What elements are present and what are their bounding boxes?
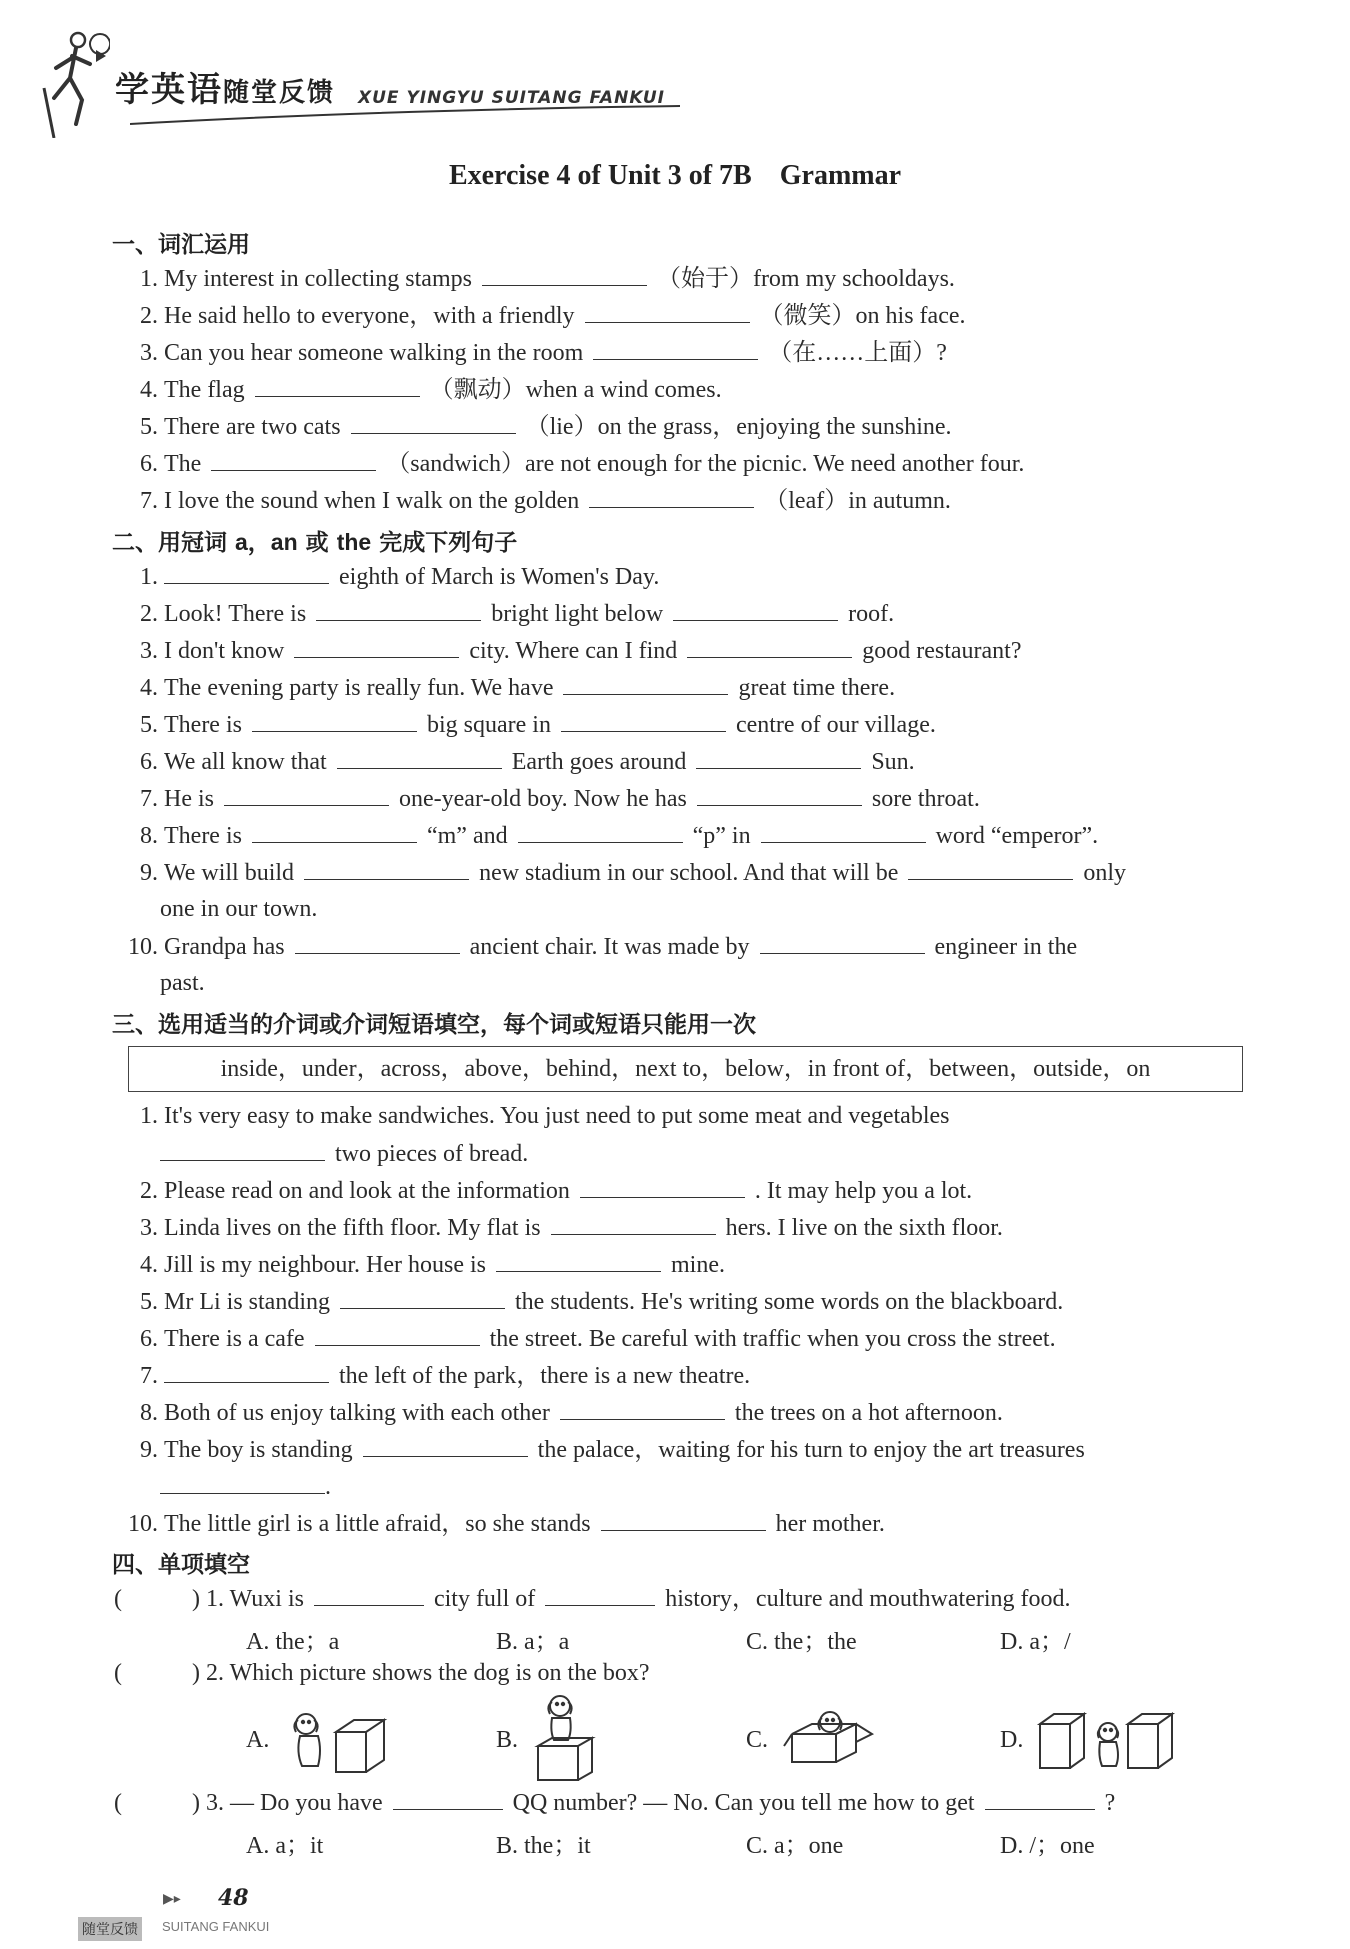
item-text: Jill is my neighbour. Her house is [164,1252,486,1278]
page-footer [78,1885,378,1945]
answer-blank[interactable] [589,485,754,508]
s2-item-2 [112,598,1262,629]
answer-blank[interactable] [518,820,683,843]
logo-sub: 随堂反馈 [223,78,336,108]
s3-item-5 [112,1286,1262,1317]
item-number: 5. [140,414,158,440]
item-number: 1. [206,1586,224,1612]
s1-item-2 [112,300,1262,331]
answer-blank[interactable] [985,1787,1095,1810]
dog-in-box-icon [782,1698,882,1778]
dog-between-boxes-icon [1036,1700,1186,1780]
q3-option-b[interactable]: B. the；it [496,1833,591,1859]
item-number: 10. [128,1511,158,1537]
item-number: 7. [140,488,158,514]
s3-item-1 [112,1101,1262,1131]
s3-item-6 [112,1323,1262,1354]
q2-option-c[interactable]: C. [746,1727,769,1753]
answer-blank[interactable] [337,746,502,769]
item-number: 1. [140,266,158,292]
answer-blank[interactable] [482,263,647,286]
answer-paren-right: ) [192,1790,200,1816]
answer-paren-left: ( [114,1790,122,1816]
footer-tag: 随堂反馈 [78,1917,142,1941]
heading-part: the [336,529,372,555]
logo-english: XUE YINGYU SUITANG FANKUI [358,88,666,108]
item-number: 2. [140,303,158,329]
item-text: the street. Be careful with traffic when you cross the street. [489,1326,1056,1352]
s3-item-4 [112,1249,1262,1280]
item-text: ancient chair. It was made by [469,934,750,960]
s3-item-7 [112,1360,1262,1391]
answer-blank[interactable] [560,1397,725,1420]
item-text: QQ number? — No. Can you tell me how to get [512,1790,975,1816]
item-text: The [164,451,202,477]
item-text: （在……上面）? [768,340,947,366]
s2-item-5 [112,709,1262,740]
item-text: city. Where can I find [469,638,678,664]
item-text: good restaurant? [862,638,1022,664]
item-text: hers. I live on the sixth floor. [725,1215,1003,1241]
s2-item-10-cont: past. [160,970,205,996]
item-text: the trees on a hot afternoon. [734,1400,1003,1426]
item-text: great time there. [738,675,896,701]
s2-item-10 [112,931,1262,962]
q2-option-a[interactable]: A. [246,1727,270,1753]
item-text: Sun. [871,749,915,775]
q1-option-d[interactable]: D. a；/ [1000,1629,1071,1655]
item-number: 1. [140,564,158,590]
answer-blank[interactable] [315,1323,480,1346]
item-text: Please read on and look at the information [164,1178,570,1204]
item-text: . It may help you a lot. [754,1178,973,1204]
answer-blank[interactable] [545,1583,655,1606]
item-text: （sandwich）are not enough for the picnic. We need another four. [386,451,1025,477]
item-text: the students. He's writing some words on the blackboard. [515,1289,1064,1315]
item-text: Look! There is [164,601,307,627]
answer-blank[interactable] [211,448,376,471]
item-text: “p” in [692,823,751,849]
answer-blank[interactable] [585,300,750,323]
item-text: I don't know [164,638,285,664]
answer-blank[interactable] [563,672,728,695]
item-number: 3. [140,638,158,664]
footer-tag-english: SUITANG FANKUI [162,1919,270,1934]
item-number: 1. [140,1103,158,1129]
item-number: 2. [206,1660,224,1686]
item-text: sore throat. [871,786,980,812]
item-text: （始于）from my schooldays. [656,266,955,292]
q1-option-a[interactable]: A. the；a [246,1629,340,1655]
item-text: two pieces of bread. [335,1141,529,1167]
s1-item-1 [112,263,1262,294]
item-text: We all know that [164,749,327,775]
item-text: There is a cafe [164,1326,305,1352]
item-text: The little girl is a little afraid，so she stands [164,1511,591,1537]
q2-option-b[interactable]: B. [496,1727,519,1753]
s3-item-9 [112,1434,1262,1465]
title-main: Exercise 4 of Unit 3 of 7B [448,160,752,191]
answer-blank[interactable] [160,1471,325,1494]
item-number: 4. [140,1252,158,1278]
s3-item-3 [112,1212,1262,1243]
item-text: ? [1104,1790,1116,1816]
page-title [0,160,1350,192]
item-text: The boy is standing [164,1437,353,1463]
item-text: word “emperor”. [935,823,1099,849]
arrow-right-icon: ▶▸ [163,1891,181,1907]
heading-part: a，an [235,529,298,555]
answer-blank[interactable] [351,411,516,434]
s1-item-5 [112,411,1262,442]
s3-item-1-cont [160,1138,528,1169]
item-text: The flag [164,377,245,403]
s1-item-3 [112,337,1262,368]
s2-item-7 [112,783,1262,814]
answer-blank[interactable] [224,783,389,806]
header-logo [40,28,680,138]
s1-item-4 [112,374,1262,405]
s2-item-9-cont: one in our town. [160,896,318,922]
item-number: 7. [140,786,158,812]
item-text: He said hello to everyone，with a friendly [164,303,575,329]
item-number: 3. [206,1790,224,1816]
item-text: There are two cats [164,414,341,440]
item-text: Both of us enjoy talking with each other [164,1400,550,1426]
s1-item-6 [112,448,1262,479]
item-number: 10. [128,934,158,960]
answer-blank[interactable] [696,746,861,769]
item-text: （leaf）in autumn. [764,488,951,514]
item-number: 8. [140,1400,158,1426]
s3-item-8 [112,1397,1262,1428]
item-number: 6. [140,451,158,477]
item-text: It's very easy to make sandwiches. You just need to put some meat and vegetables [164,1103,950,1129]
dog-on-box-icon [530,1692,600,1784]
s3-item-9-cont [160,1471,331,1502]
item-number: 3. [140,340,158,366]
answer-blank[interactable] [164,561,329,584]
item-number: 6. [140,1326,158,1352]
answer-paren-right: ) [192,1586,200,1612]
s1-item-7 [112,485,1262,516]
s4-question-1 [114,1583,1262,1614]
item-text: only [1083,860,1127,886]
item-text: I love the sound when I walk on the golden [164,488,580,514]
answer-blank[interactable] [304,857,469,880]
item-text: the left of the park，there is a new theatre. [339,1363,751,1389]
item-text: roof. [848,601,895,627]
heading-part: 二、用冠词 [112,530,227,556]
item-text: — Do you have [230,1790,383,1816]
heading-part: 完成下列句子 [379,530,518,556]
answer-blank[interactable] [164,1360,329,1383]
item-text: （微笑）on his face. [759,303,966,329]
answer-blank[interactable] [294,635,459,658]
answer-paren-left: ( [114,1660,122,1686]
item-text: centre of our village. [735,712,936,738]
page-number: 48 [218,1885,249,1911]
item-text: . [325,1474,331,1500]
answer-blank[interactable] [340,1286,505,1309]
item-number: 4. [140,377,158,403]
title-topic: Grammar [779,160,902,191]
q2-option-d[interactable]: D. [1000,1727,1024,1753]
item-text: engineer in the [934,934,1078,960]
answer-paren-right: ) [192,1660,200,1686]
answer-blank[interactable] [580,1175,745,1198]
item-text: Earth goes around [511,749,687,775]
section1-heading: 一、词汇运用 [112,232,250,258]
s3-item-10 [112,1508,1262,1539]
item-number: 5. [140,1289,158,1315]
item-text: bright light below [491,601,664,627]
section3-heading: 三、选用适当的介词或介词短语填空，每个词或短语只能用一次 [112,1012,756,1038]
s2-item-1 [112,561,1262,592]
answer-blank[interactable] [496,1249,661,1272]
item-text: （lie）on the grass，enjoying the sunshine. [525,414,952,440]
s2-item-8 [112,820,1262,851]
item-text: Can you hear someone walking in the room [164,340,584,366]
item-number: 4. [140,675,158,701]
item-text: Wuxi is [229,1586,304,1612]
answer-blank[interactable] [255,374,420,397]
s2-item-6 [112,746,1262,777]
item-text: Linda lives on the fifth floor. My flat is [164,1215,541,1241]
item-text: city full of [433,1586,536,1612]
s2-item-3 [112,635,1262,666]
item-text: mine. [670,1252,725,1278]
item-text: Mr Li is standing [164,1289,330,1315]
answer-blank[interactable] [561,709,726,732]
item-text: big square in [426,712,551,738]
answer-blank[interactable] [673,598,838,621]
answer-blank[interactable] [687,635,852,658]
word-bank-box: inside，under，across，above，behind，next to，below，in front of，between，outside，on [128,1046,1243,1092]
item-text: Which picture shows the dog is on the box? [229,1660,650,1686]
answer-blank[interactable] [314,1583,424,1606]
answer-blank[interactable] [697,783,862,806]
item-text: We will build [164,860,295,886]
answer-blank[interactable] [295,931,460,954]
q1-option-c[interactable]: C. the；the [746,1629,857,1655]
answer-blank[interactable] [393,1787,503,1810]
item-text: He is [164,786,214,812]
item-text: Grandpa has [164,934,285,960]
answer-blank[interactable] [761,820,926,843]
item-text: There is [164,712,242,738]
q3-option-d[interactable]: D. /；one [1000,1833,1095,1859]
s4-question-2 [114,1658,1262,1688]
item-text: （飘动）when a wind comes. [429,377,722,403]
section2-heading [112,524,517,557]
item-text: new stadium in our school. And that will be [479,860,899,886]
item-text: history，culture and mouthwatering food. [665,1586,1071,1612]
item-number: 5. [140,712,158,738]
item-number: 9. [140,860,158,886]
item-number: 3. [140,1215,158,1241]
item-number: 9. [140,1437,158,1463]
logo-main: 学英语 [115,70,223,110]
s2-item-4 [112,672,1262,703]
s4-question-3 [114,1787,1262,1818]
answer-blank[interactable] [160,1138,325,1161]
item-text: My interest in collecting stamps [164,266,472,292]
answer-blank[interactable] [551,1212,716,1235]
answer-blank[interactable] [363,1434,528,1457]
item-text: There is [164,823,242,849]
answer-paren-left: ( [114,1586,122,1612]
s3-item-2 [112,1175,1262,1206]
q3-option-a[interactable]: A. a；it [246,1833,324,1859]
item-text: one-year-old boy. Now he has [399,786,687,812]
item-number: 6. [140,749,158,775]
answer-blank[interactable] [593,337,758,360]
item-number: 7. [140,1363,158,1389]
answer-blank[interactable] [252,820,417,843]
item-text: the palace，waiting for his turn to enjoy the art treasures [537,1437,1085,1463]
q1-option-b[interactable]: B. a；a [496,1629,570,1655]
s2-item-9 [112,857,1262,888]
item-text: The evening party is really fun. We have [164,675,554,701]
answer-blank[interactable] [601,1508,766,1531]
item-number: 8. [140,823,158,849]
item-text: her mother. [775,1511,885,1537]
answer-blank[interactable] [316,598,481,621]
item-number: 2. [140,1178,158,1204]
running-figure-icon [40,28,110,138]
q3-option-c[interactable]: C. a；one [746,1833,844,1859]
answer-blank[interactable] [760,931,925,954]
dog-beside-box-icon [286,1702,396,1782]
answer-blank[interactable] [252,709,417,732]
section4-heading: 四、单项填空 [112,1552,250,1578]
answer-blank[interactable] [908,857,1073,880]
item-number: 2. [140,601,158,627]
heading-part: 或 [305,530,329,556]
item-text: “m” and [426,823,508,849]
item-text: eighth of March is Women's Day. [339,564,660,590]
